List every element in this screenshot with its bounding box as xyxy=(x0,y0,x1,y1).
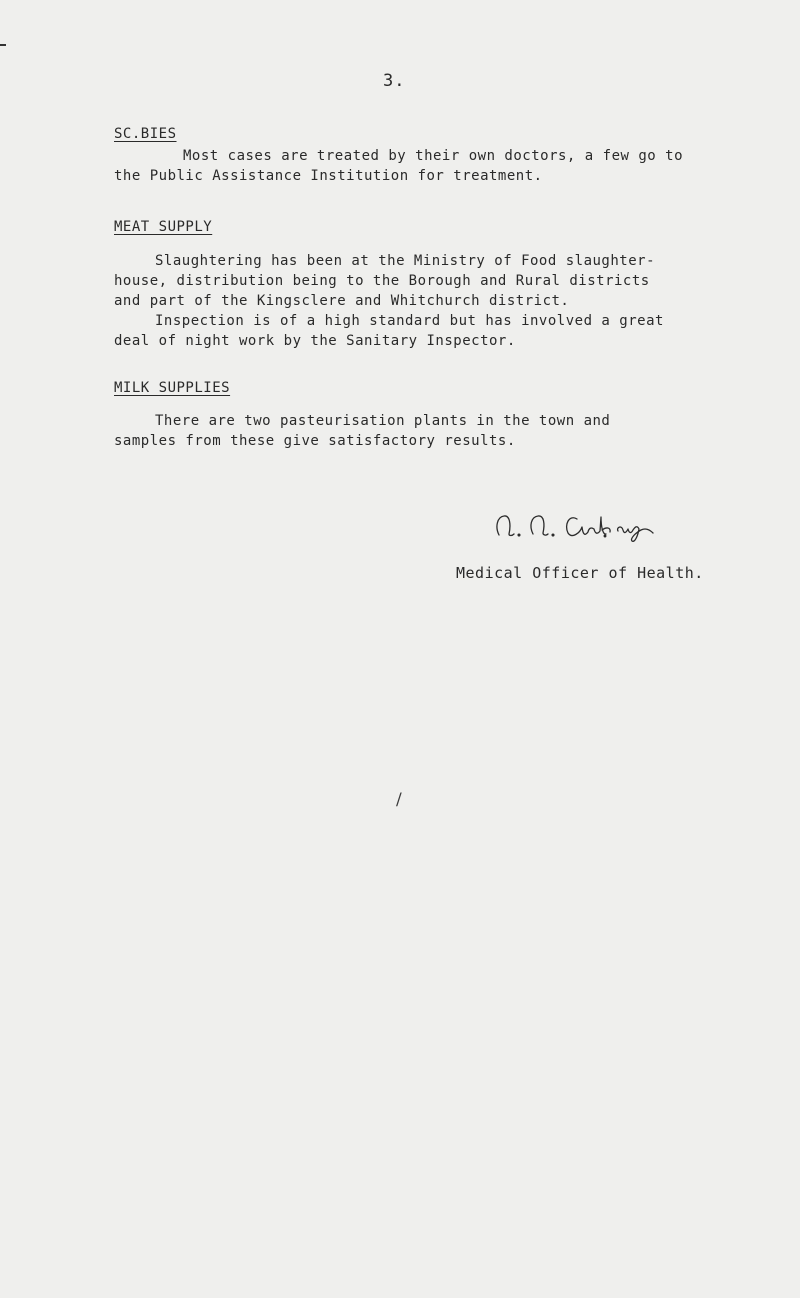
paragraph-line: Slaughtering has been at the Ministry of Food slaughter- xyxy=(155,253,656,269)
section-heading-meat-supply: MEAT SUPPLY xyxy=(114,219,213,235)
page-edge-mark xyxy=(0,44,6,46)
paragraph-line: and part of the Kingsclere and Whitchurch district. xyxy=(114,293,570,309)
stray-pen-mark: / xyxy=(396,790,402,810)
paragraph-line: deal of night work by the Sanitary Inspector. xyxy=(114,333,516,349)
paragraph-line: house, distribution being to the Borough and Rural districts xyxy=(114,273,650,289)
paragraph-line: the Public Assistance Institution for treatment. xyxy=(114,168,543,184)
section-heading-scabies: SC.BIES xyxy=(114,126,177,142)
signature-title: Medical Officer of Health. xyxy=(456,564,704,582)
section-heading-milk-supplies: MILK SUPPLIES xyxy=(114,380,231,396)
paragraph-line: There are two pasteurisation plants in the town and xyxy=(155,413,611,429)
page-number: 3. xyxy=(383,71,406,91)
paragraph-line: Most cases are treated by their own doctors, a few go to xyxy=(183,148,684,164)
paragraph-line: samples from these give satisfactory results. xyxy=(114,433,516,449)
paragraph-line: Inspection is of a high standard but has involved a great xyxy=(155,313,664,329)
handwritten-signature xyxy=(485,505,665,545)
